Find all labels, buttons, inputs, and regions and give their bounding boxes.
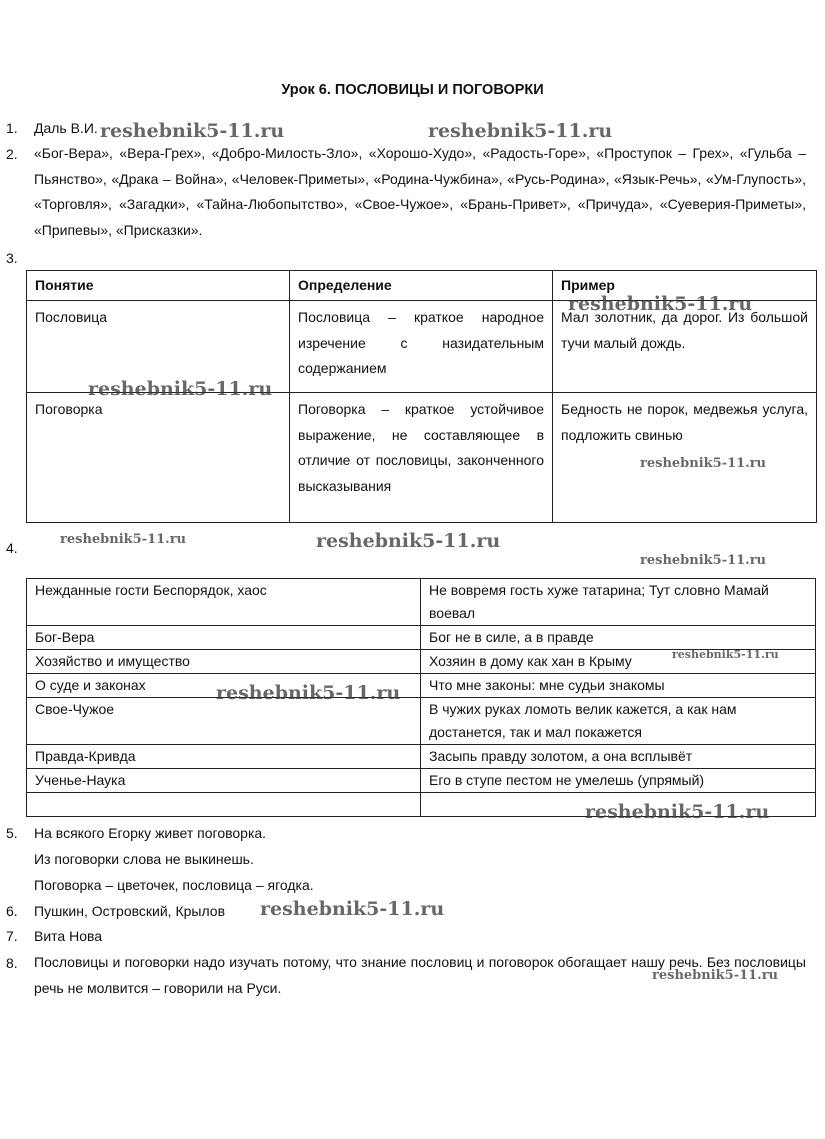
watermark: reshebnik5-11.ru	[672, 648, 779, 661]
table-row	[27, 698, 816, 745]
item-number: 3.	[6, 250, 18, 266]
item-7-text: Вита Нова	[34, 928, 103, 944]
watermark: reshebnik5-11.ru	[88, 378, 273, 400]
watermark: reshebnik5-11.ru	[100, 120, 285, 142]
item-1-text: Даль В.И.	[34, 120, 98, 136]
watermark: reshebnik5-11.ru	[640, 553, 767, 568]
proverb-cell: Хозяин в дому как хан в Крыму	[421, 650, 816, 674]
item-number: 8.	[6, 955, 18, 971]
item-8-text: Пословицы и поговорки надо изучать потому, что знание пословиц и поговорок обогащает нашу речь. Без пословицы речь не молвится – говорили на Руси.	[34, 954, 806, 996]
topic-cell: О суде и законах	[27, 674, 421, 698]
item-6-text: Пушкин, Островский, Крылов	[34, 903, 226, 919]
proverb-cell: Засыпь правду золотом, а она всплывёт	[421, 745, 816, 769]
header-definition: Определение	[290, 271, 553, 301]
item-5-line-1: На всякого Егорку живет поговорка.	[34, 825, 267, 841]
watermark: reshebnik5-11.ru	[316, 530, 501, 552]
topic-cell: Ученье-Наука	[27, 769, 421, 793]
table-row	[27, 674, 816, 698]
definition-cell: Поговорка – краткое устойчивое выражение, не составляющее в отличие от пословицы, законченного высказывания	[290, 393, 553, 523]
topic-cell: Хозяйство и имущество	[27, 650, 421, 674]
watermark: reshebnik5-11.ru	[652, 968, 779, 983]
proverb-cell: Бог не в силе, а в правде	[421, 626, 816, 650]
watermark: reshebnik5-11.ru	[640, 456, 767, 471]
watermark: reshebnik5-11.ru	[428, 120, 613, 142]
proverb-cell: Что мне законы: мне судьи знакомы	[421, 674, 816, 698]
watermark: reshebnik5-11.ru	[60, 532, 187, 547]
watermark: reshebnik5-11.ru	[216, 682, 401, 704]
topic-cell: Свое-Чужое	[27, 698, 421, 745]
table-row	[27, 769, 816, 793]
item-number: 6.	[6, 903, 18, 919]
topic-cell	[27, 793, 421, 817]
watermark: reshebnik5-11.ru	[585, 801, 770, 823]
table-row	[27, 626, 816, 650]
topic-cell: Нежданные гости Беспорядок, хаос	[27, 579, 421, 626]
proverb-cell: Не вовремя гость хуже татарина; Тут словно Мамай воевал	[421, 579, 816, 626]
concept-cell: Пословица	[27, 301, 290, 393]
table-row	[27, 579, 816, 626]
item-number: 4.	[6, 540, 18, 556]
concept-cell: Поговорка	[27, 393, 290, 523]
item-number: 2.	[6, 146, 18, 162]
watermark: reshebnik5-11.ru	[260, 898, 445, 920]
proverb-table	[26, 578, 816, 817]
item-2-text: «Бог-Вера», «Вера-Грех», «Добро-Милость-Зло», «Хорошо-Худо», «Радость-Горе», «Проступок – Грех», «Гульба – Пьянство», «Драка – Война», «Человек-Приметы», «Родина-Чужбина», «Русь-Родина», «Язык-Речь», «Ум-Глупость», «Торговля», «Загадки», «Тайна-Любопытство», «Свое-Чужое», «Брань-Привет», «Причуда», «Суеверия-Приметы», «Припевы», «Присказки».	[34, 145, 806, 238]
topic-cell: Бог-Вера	[27, 626, 421, 650]
example-cell: Бедность не порок, медвежья услуга, подложить свинью	[553, 393, 817, 523]
item-number: 1.	[6, 120, 18, 136]
item-number: 7.	[6, 928, 18, 944]
definition-cell: Пословица – краткое народное изречение с назидательным содержанием	[290, 301, 553, 393]
example-cell: Мал золотник, да дорог. Из большой тучи малый дождь.	[553, 301, 817, 393]
item-number: 5.	[6, 825, 18, 841]
header-example: Пример	[553, 271, 817, 301]
header-concept: Понятие	[27, 271, 290, 301]
watermark: reshebnik5-11.ru	[568, 293, 753, 315]
item-5-line-2: Из поговорки слова не выкинешь.	[34, 851, 254, 867]
table-row	[27, 745, 816, 769]
proverb-cell: В чужих руках ломоть велик кажется, а как нам достанется, так и мал покажется	[421, 698, 816, 745]
item-5-line-3: Поговорка – цветочек, пословица – ягодка.	[34, 877, 314, 893]
topic-cell: Правда-Кривда	[27, 745, 421, 769]
page-title: Урок 6. ПОСЛОВИЦЫ И ПОГОВОРКИ	[281, 82, 544, 98]
proverb-cell: Его в ступе пестом не умелешь (упрямый)	[421, 769, 816, 793]
